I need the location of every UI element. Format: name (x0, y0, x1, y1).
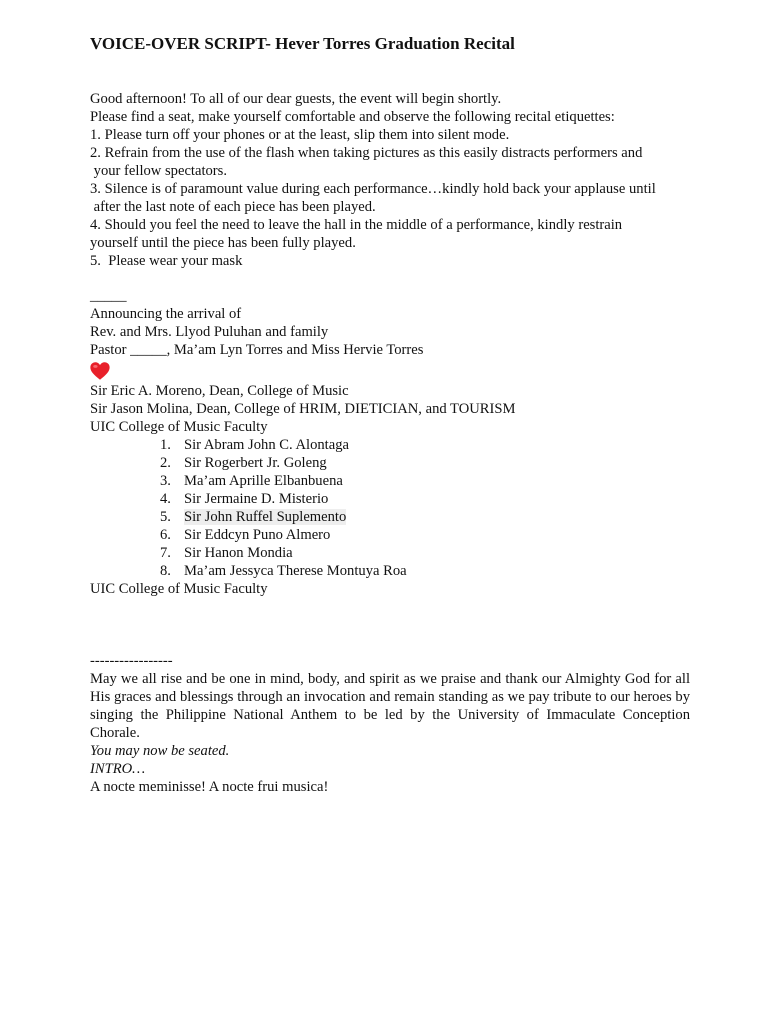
guest-line-1: Rev. and Mrs. Llyod Puluhan and family (90, 324, 329, 340)
faculty-name: Sir John Ruffel Suplemento (184, 509, 347, 525)
faculty-list (90, 436, 690, 580)
list-number: 6. (160, 527, 171, 543)
list-item (90, 472, 690, 490)
etiquette-item-5: 5. Please wear your mask (90, 253, 243, 269)
list-number: 1. (160, 437, 171, 453)
list-item (90, 526, 690, 544)
document-body (90, 33, 694, 796)
faculty-heading: UIC College of Music Faculty (90, 419, 268, 435)
faculty-name: Ma’am Jessyca Therese Montuya Roa (184, 563, 407, 579)
faculty-name: Ma’am Aprille Elbanbuena (184, 473, 343, 489)
list-item (90, 562, 690, 580)
list-item (90, 490, 690, 508)
faculty-name: Sir Eddcyn Puno Almero (184, 527, 331, 543)
dean-music-line: Sir Eric A. Moreno, Dean, College of Music (90, 383, 349, 399)
title-rest: - Hever Torres Graduation Recital (265, 34, 515, 53)
etiquette-section (90, 90, 690, 270)
etiquette-item-2: 2. Refrain from the use of the flash when taking pictures as this easily distracts performers and (90, 145, 643, 161)
title-bold: VOICE-OVER SCRIPT (90, 34, 266, 53)
list-number: 3. (160, 473, 171, 489)
list-number: 5. (160, 509, 171, 525)
section-separator: _____ (90, 288, 127, 304)
red-heart-icon (89, 360, 111, 382)
intro-line: INTRO… (90, 761, 146, 777)
etiquette-item-3-cont: after the last note of each piece has been played. (90, 199, 376, 215)
latin-motto: A nocte meminisse! A nocte frui musica! (90, 779, 329, 795)
greeting-line: Good afternoon! To all of our dear guests, the event will begin shortly. (90, 91, 502, 107)
page-title (90, 33, 690, 55)
etiquette-item-1: 1. Please turn off your phones or at the least, slip them into silent mode. (90, 127, 510, 143)
list-number: 2. (160, 455, 171, 471)
guest-line-2: Pastor _____, Ma’am Lyn Torres and Miss Hervie Torres (90, 342, 424, 358)
etiquette-item-4: 4. Should you feel the need to leave the hall in the middle of a performance, kindly restrain (90, 217, 623, 233)
etiquette-item-3: 3. Silence is of paramount value during each performance…kindly hold back your applause until (90, 181, 656, 197)
invocation-paragraph: May we all rise and be one in mind, body, and spirit as we praise and thank our Almighty God for all His graces and blessings through an invocation and remain standing as we pay tribute to our heroes by singing the Philippine National Anthem to be led by the University of Immaculate Conception Chorale. (90, 671, 694, 741)
faculty-name: Sir Jermaine D. Misterio (184, 491, 329, 507)
dean-hrim-line: Sir Jason Molina, Dean, College of HRIM, DIETICIAN, and TOURISM (90, 401, 516, 417)
list-item (90, 508, 690, 526)
faculty-heading-repeat: UIC College of Music Faculty (90, 581, 268, 597)
list-item (90, 436, 690, 454)
etiquette-item-2-cont: your fellow spectators. (90, 163, 227, 179)
list-item (90, 454, 690, 472)
faculty-name: Sir Hanon Mondia (184, 545, 293, 561)
list-number: 4. (160, 491, 171, 507)
etiquette-intro-line: Please find a seat, make yourself comfortable and observe the following recital etiquettes: (90, 109, 615, 125)
list-item (90, 544, 690, 562)
arrival-intro: Announcing the arrival of (90, 306, 242, 322)
faculty-name: Sir Abram John C. Alontaga (184, 437, 349, 453)
seated-line: You may now be seated. (90, 743, 230, 759)
faculty-name: Sir Rogerbert Jr. Goleng (184, 455, 327, 471)
list-number: 7. (160, 545, 171, 561)
closing-section (90, 652, 694, 796)
list-number: 8. (160, 563, 171, 579)
arrival-section (90, 287, 690, 598)
etiquette-item-4-cont: yourself until the piece has been fully played. (90, 235, 356, 251)
closing-separator: ----------------- (90, 653, 173, 669)
